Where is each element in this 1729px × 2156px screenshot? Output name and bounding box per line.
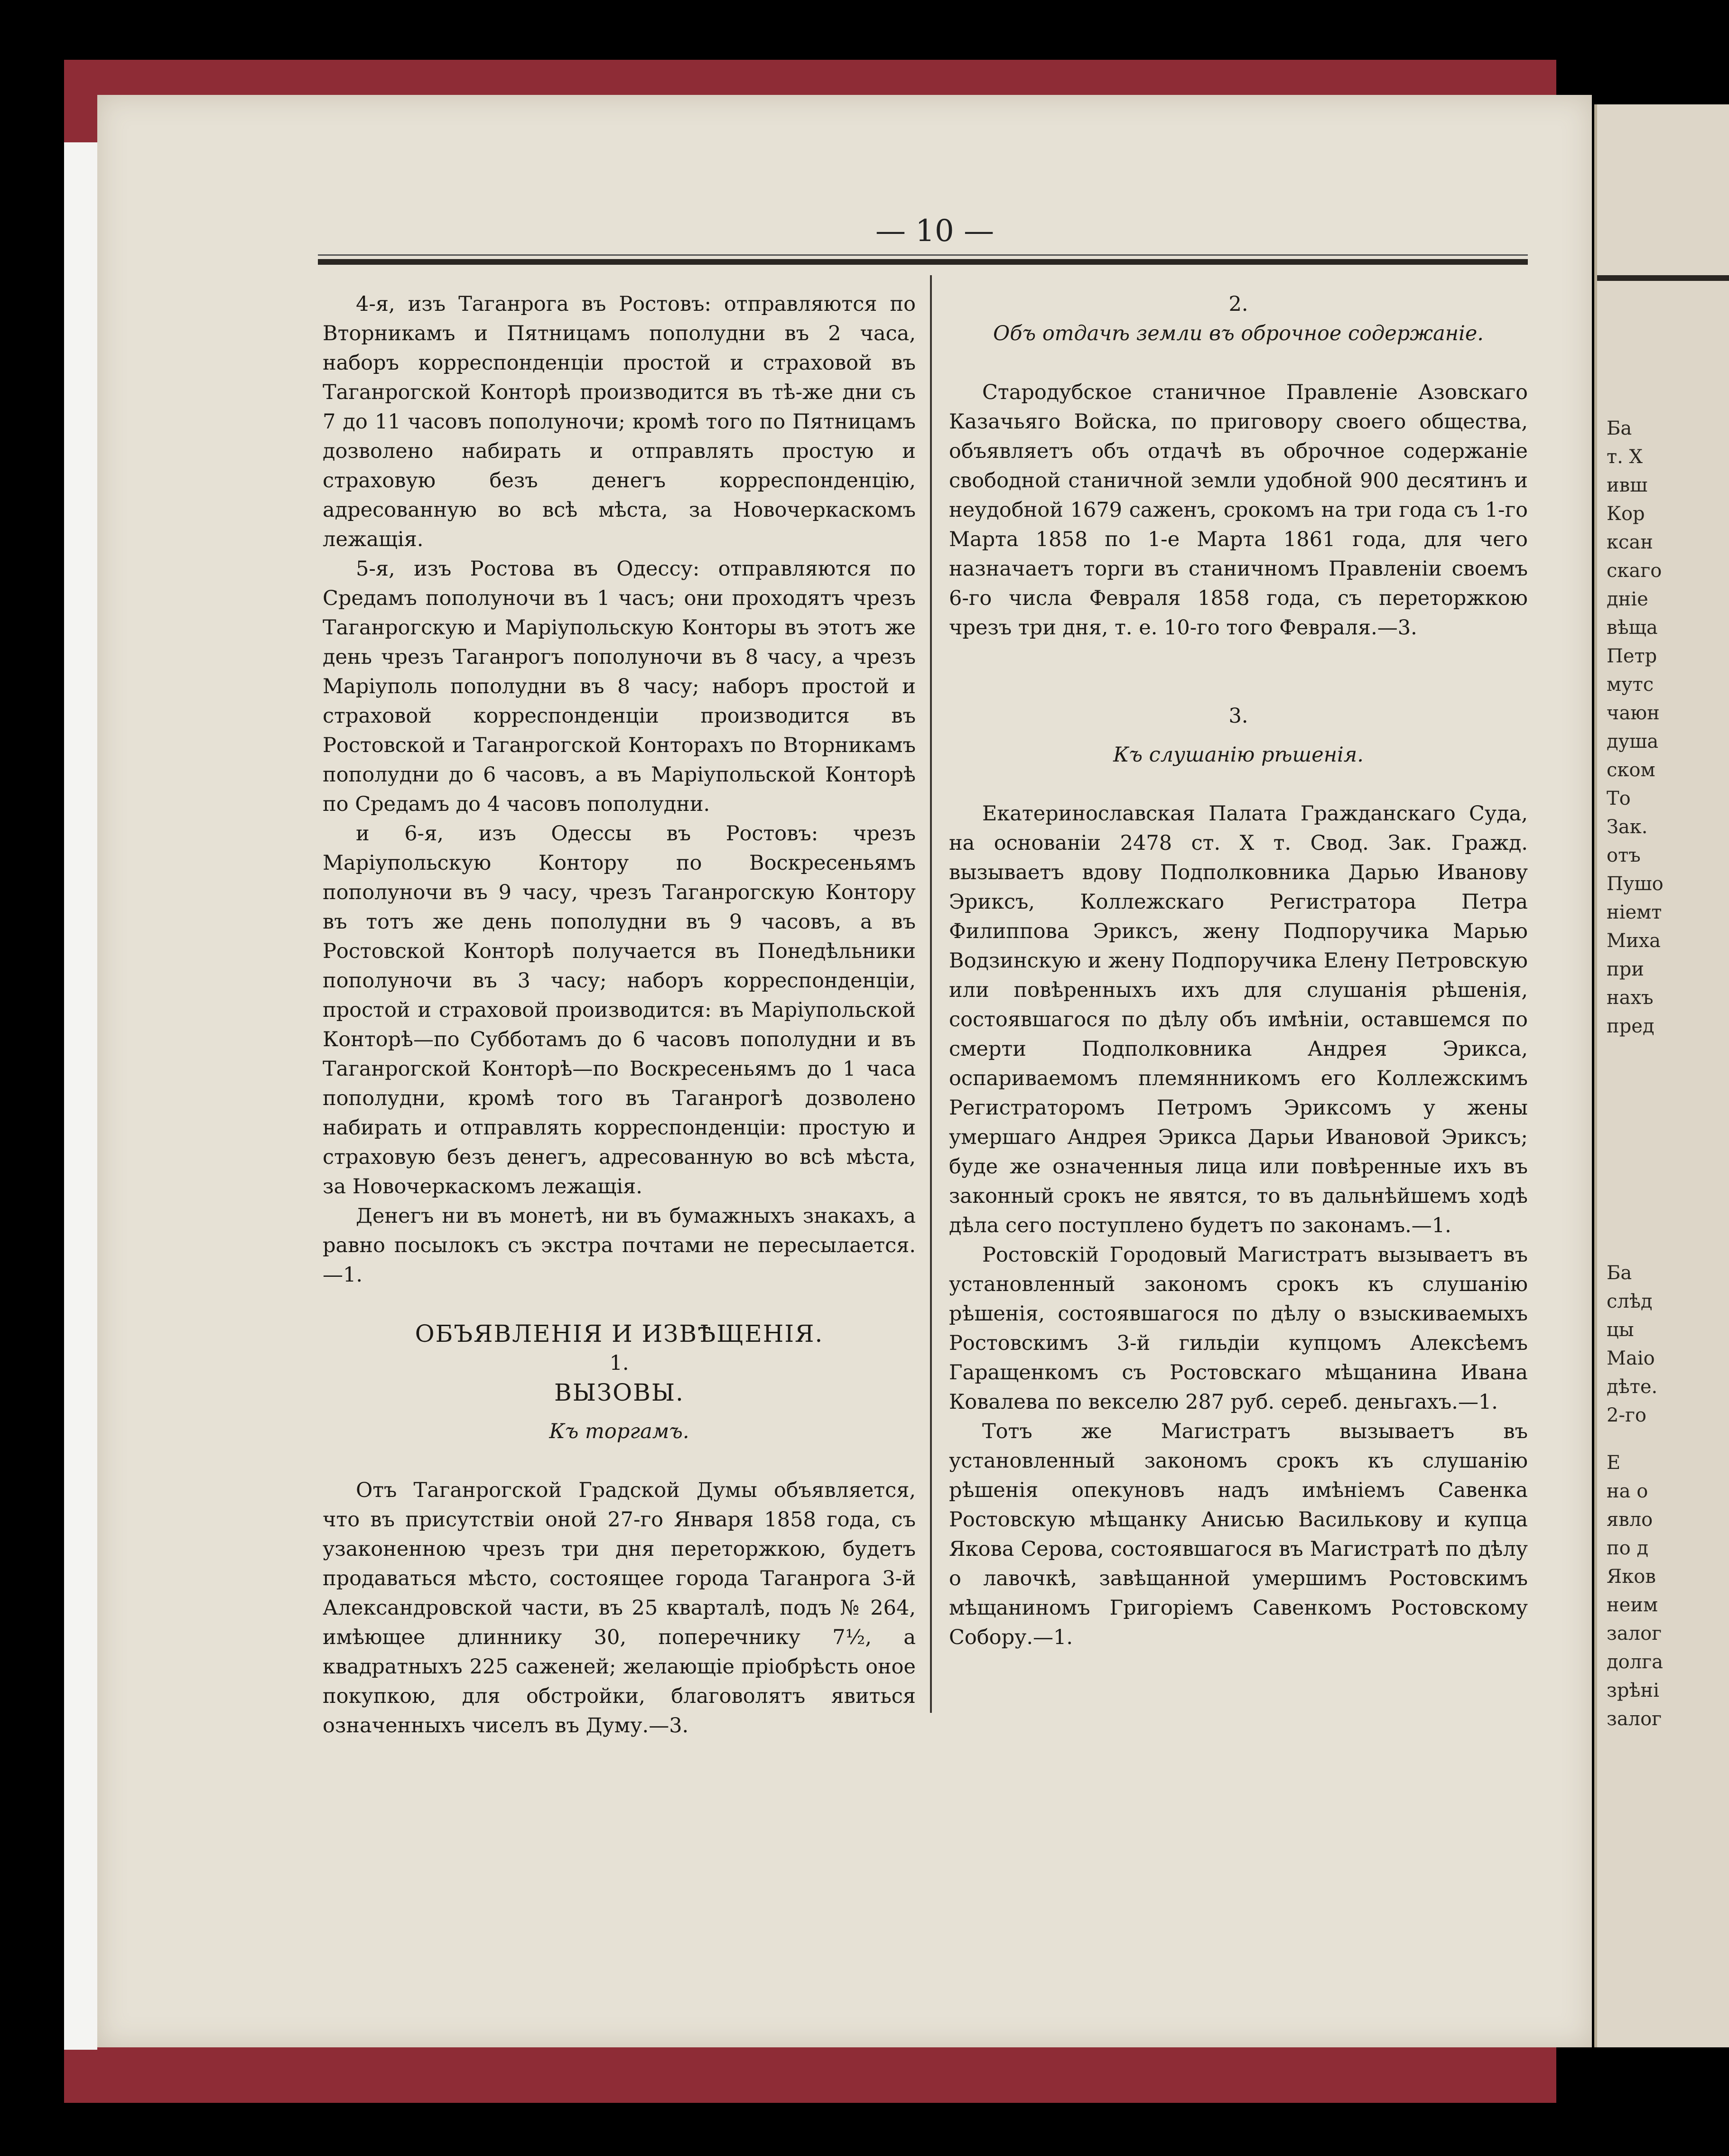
subheading: Къ слушанію рѣшенія. bbox=[1113, 743, 1364, 767]
next-page-fragment: т. X bbox=[1607, 446, 1643, 468]
next-page-fragment: То bbox=[1607, 788, 1631, 809]
header-rule-thin bbox=[318, 254, 1528, 256]
section-number: 2. bbox=[1228, 292, 1248, 316]
next-page-fragment: Яков bbox=[1607, 1566, 1656, 1588]
next-page-fragment: пред bbox=[1607, 1015, 1655, 1037]
next-page-fragment: залог bbox=[1607, 1708, 1662, 1730]
next-page-fragment: Зак. bbox=[1607, 816, 1648, 838]
next-page-fragment: слѣд bbox=[1607, 1291, 1653, 1312]
paragraph: Денегъ ни въ монетѣ, ни въ бумажныхъ знакахъ, а равно посылокъ съ экстра почтами не пересылается.—1. bbox=[323, 1204, 916, 1287]
next-page-fragment: залог bbox=[1607, 1623, 1662, 1645]
next-page-fragment: неим bbox=[1607, 1594, 1658, 1616]
next-page-fragment: вѣща bbox=[1607, 617, 1658, 639]
left-column bbox=[323, 289, 916, 1740]
notice: Стародубское станичное Правленіе Азовскаго Казачьяго Войска, по приговору своего общества, объявляетъ объ отдачѣ въ оброчное содержаніе свободной станичной земли удобной 900 десятинъ и неудобной 1679 саженъ, срокомъ на три года съ 1-го Марта 1858 по 1-е Марта 1861 года, для чего назначаетъ торги въ станичномъ Правленіи своемъ 6-го числа Февраля 1858 года, съ переторжкою чрезъ три дня, т. е. 10-го того Февраля.—3. bbox=[949, 381, 1528, 640]
next-page-fragment: долга bbox=[1607, 1651, 1663, 1673]
paragraph: и 6-я, изъ Одессы въ Ростовъ: чрезъ Маріупольскую Контору по Воскресеньямъ пополуночи въ 9 часу, чрезъ Таганрогскую Контору въ тотъ же день пополудни въ 9 часовъ, а въ Ростовской Конторѣ получается въ Понедѣльники пополуночи въ 3 часу; наборъ корреспонденціи, простой и страховой производится: въ Маріупольской Конторѣ—по Субботамъ до 6 часовъ пополудни и въ Таганрогской Конторѣ—по Воскресеньямъ до 1 часа пополудни, кромѣ того въ Таганрогѣ дозволено набирать и отправлять корреспонденціи: простую и страховую безъ денегъ, адресованную во всѣ мѣста, за Новочеркаскомъ лежащія. bbox=[323, 822, 916, 1199]
column-divider bbox=[930, 275, 932, 1713]
subheading: Къ торгамъ. bbox=[549, 1420, 689, 1443]
next-page-fragment: зрѣні bbox=[1607, 1680, 1659, 1701]
page-number: — 10 — bbox=[875, 214, 995, 249]
next-page-fragment: нахъ bbox=[1607, 987, 1654, 1009]
next-page-fragment: Миха bbox=[1607, 930, 1661, 952]
next-page-fragment: по д bbox=[1607, 1537, 1649, 1559]
right-column bbox=[949, 289, 1528, 1652]
next-page-fragment: 2-го bbox=[1607, 1404, 1647, 1426]
page-edge bbox=[64, 142, 97, 2050]
paragraph: Тотъ же Магистратъ вызываетъ въ установленный закономъ срокъ къ слушанію рѣшенія опекуновъ надъ имѣніемъ Савенка Ростовскую мѣщанку Анисью Васильковy и купца Якова Серова, состоявшагося въ Магистратѣ по дѣлу о лавочкѣ, завѣщанной умершимъ Ростовскимъ мѣщаниномъ Григоріемъ Савенкомъ Ростовскому Собору.—1. bbox=[949, 1420, 1528, 1649]
next-page-fragment: при bbox=[1607, 958, 1644, 980]
next-page-fragment: ніемт bbox=[1607, 901, 1662, 923]
next-page-fragment: Ба bbox=[1607, 418, 1632, 439]
next-page-fragment: Петр bbox=[1607, 645, 1657, 667]
next-page-fragment: Пушо bbox=[1607, 873, 1664, 895]
next-page-fragment: скаго bbox=[1607, 560, 1662, 582]
next-page-fragment: Е bbox=[1607, 1452, 1621, 1474]
section-title: ВЫЗОВЫ. bbox=[554, 1379, 684, 1406]
next-page-rule bbox=[1597, 275, 1729, 281]
paragraph: Екатеринославская Палата Гражданскаго Суда, на основаніи 2478 ст. X т. Свод. Зак. Гражд. вызываетъ вдову Подполковника Дарью Иванову Эриксъ, Коллежскаго Регистратора Петра Филиппова Эриксъ, жену Подпоручика Марью Водзинскую и жену Подпоручика Елену Петровскую или повѣренныхъ ихъ для слушанія рѣшенія, состоявшагося по дѣлу объ имѣніи, оставшемся по смерти Подполковника Андрея Эрикса, оспариваемомъ племянникомъ его Коллежскимъ Регистраторомъ Петромъ Эриксомъ у жены умершаго Андрея Эрикса Дарьи Ивановой Эриксъ; буде же означенныя лица или повѣренные ихъ въ законный срокъ не явятся, то въ дальнѣйшемъ ходѣ дѣла сего поступлено будетъ по законамъ.—1. bbox=[949, 802, 1528, 1237]
subheading: Объ отдачѣ земли въ оброчное содержаніе. bbox=[993, 322, 1484, 345]
next-page-fragment: Кор bbox=[1607, 503, 1645, 525]
header-rule bbox=[318, 259, 1528, 265]
section-heading: ОБЪЯВЛЕНІЯ И ИЗВѢЩЕНІЯ. bbox=[415, 1320, 824, 1348]
next-page-strip bbox=[1594, 104, 1729, 2047]
next-page-fragment: отъ bbox=[1607, 845, 1641, 866]
paragraph: Ростовскій Городовый Магистратъ вызываетъ въ установленный закономъ срокъ къ слушанію рѣшенія, состоявшагося по дѣлу о взыскиваемыхъ Ростовскимъ 3-й гильдіи купцомъ Алексѣемъ Гаращенкомъ съ Ростовскаго мѣщанина Ивана Ковалева по векселю 287 руб. сереб. деньгахъ.—1. bbox=[949, 1243, 1528, 1414]
notice: Отъ Таганрогской Градской Думы объявляется, что въ присутствіи оной 27-го Января 1858 года, съ узаконенною чрезъ три дня переторжкою, будетъ продаваться мѣсто, состоящее города Таганрога 3-й Александровской части, въ 25 кварталѣ, подъ № 264, имѣющее длиннику 30, поперечнику 7½, а квадратныхъ 225 саженей; желающіе пріобрѣсть оное покупкою, для обстройки, благоволятъ явиться означенныхъ чиселъ въ Думу.—3. bbox=[323, 1478, 916, 1738]
next-page-fragment: ском bbox=[1607, 759, 1655, 781]
next-page-fragment: явло bbox=[1607, 1509, 1653, 1531]
next-page-fragment: Ба bbox=[1607, 1262, 1632, 1284]
next-page-fragment: Маіо bbox=[1607, 1348, 1655, 1369]
next-page-fragment: дѣте. bbox=[1607, 1376, 1658, 1398]
next-page-fragment: дніе bbox=[1607, 588, 1648, 610]
next-page-fragment: чаюн bbox=[1607, 702, 1660, 724]
paragraph: 4-я, изъ Таганрога въ Ростовъ: отправляются по Вторникамъ и Пятницамъ пополудни въ 2 часа, наборъ корреспонденціи простой и страховой въ Таганрогской Конторѣ производится въ тѣ-же дни съ 7 до 11 часовъ пополуночи; кромѣ того по Пятницамъ дозволено набирать и отправлять простую и страховую безъ денегъ корреспонденцію, адресованную во всѣ мѣста, за Новочеркаскомъ лежащія. bbox=[323, 292, 916, 551]
next-page-fragment: ивш bbox=[1607, 474, 1648, 496]
next-page-fragment: мутс bbox=[1607, 674, 1654, 696]
next-page-fragment: на о bbox=[1607, 1480, 1648, 1502]
section-number: 3. bbox=[1228, 704, 1248, 728]
section-number: 1. bbox=[609, 1351, 629, 1375]
paragraph: 5-я, изъ Ростова въ Одессу: отправляются по Средамъ пополуночи въ 1 часъ; они проходятъ чрезъ Таганрогскую и Маріупольскую Конторы въ этотъ же день чрезъ Таганрогъ пополуночи въ 8 часу, а чрезъ Маріуполь пополудни въ 8 часу; наборъ простой и страховой корреспонденціи производится въ Ростовской и Таганрогской Конторахъ по Вторникамъ пополудни до 6 часовъ, а въ Маріупольской Конторѣ по Средамъ до 4 часовъ пополудни. bbox=[323, 557, 916, 816]
next-page-fragment: душа bbox=[1607, 731, 1659, 753]
next-page-fragment: цы bbox=[1607, 1319, 1634, 1341]
next-page-fragment: ксан bbox=[1607, 531, 1653, 553]
